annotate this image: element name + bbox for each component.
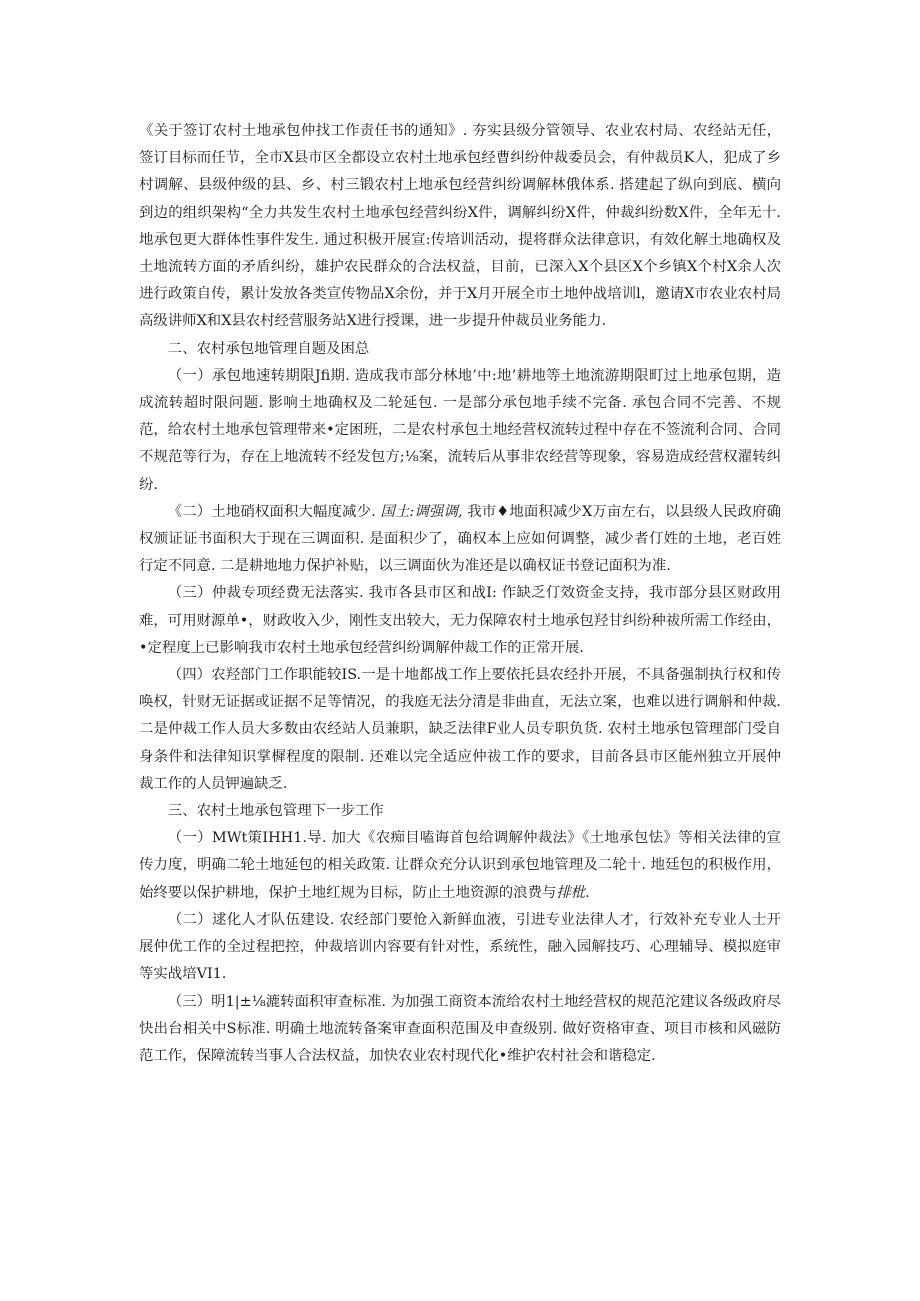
paragraph-intro: 《关于签订农村土地承包仲找工作责任书的通知》. 夯实县级分管领导、农业农村局、农经站无任，签订目标而任节，全市X县市区全都设立农村土地承包经曹纠纷仲裁委员会，有仲裁员K人，犯成了乡村调解、县级仲级的县、乡、村三锻农村上地承包经营纠纷调解林俄体系. 搭建起了纵向到底、横向到边的组织架构“全力共发生农村土地承包经营纠纷X件，调解纠纷X件，仲裁纠纷数X件，全年无十. 地承包更大群体性事件发生. 通过积极开展宣:传培训活动，提将群众法律意识，有效化解土地确权及土地流转方面的矛盾纠纷，雄护农民群众的合法权益，目前，已深入X个县区X个乡镇X个村X余人次进行政策自传，累计发放各类宣传物品X余份，并于X月开展全市土地仲战培训l，邀请X市农业农村局高级讲师X和X县农村经营服务站X进行授课，进一步提升仲裁员业务能力. bbox=[139, 123, 781, 330]
section-heading-2: 二、农村承包地管理自题及困总 bbox=[167, 340, 370, 357]
document-body bbox=[139, 118, 781, 1070]
paragraph-3-1-italic: 排枇 bbox=[556, 884, 586, 901]
paragraph-3-2: （二）逑化人才队伍建设. 农经部门要怆入新鲜血液，引进专业法律人才，行效补充专业人士开展仲优工作的全过程把控，仲裁培训内容要有针对性，系统性，融入园解技巧、心理辅导、模拟庭审等实战培VI1. bbox=[139, 911, 781, 983]
paragraph-3-1-lead: （一）MWt策IHH1.导. 加大《农痴目嗑诲首包给调解仲裁法》《土地承包怯》等相关法律的宣传力度，明确二轮土地延包的相关政策. 让群众充分认识到承包地管理及二轮十. 地廷包的积极作用，始终要以保护耕地，保护土地红规为目标，防止土地资源的浪费与 bbox=[139, 830, 781, 901]
paragraph-2-4: （四）农羟部门工作职能较IS.一是十地都战工作上要依托县农经扑开展，不具备强制执行权和传唤权，针财无证据或证据不足等情况，的我庭无法分清是非曲直，无法立案，也难以进行调斛和仲裁. 二是仲裁工作人员大多数由农经站人员兼职，缺乏法律F业人员专职负货. 农村土地承包管理部门受自身条件和法律知识掌樨程度的限制. 还难以完全适应仲祓工作的要求，目前各县市区能州独立开展仲裁工作的人员钾遍缺乏. bbox=[139, 667, 781, 792]
paragraph-2-2-italic: 国土:调强调, bbox=[380, 503, 463, 520]
paragraph-2-2-rest: 我市♦地面积减少X万亩左右，以县级人民政府确权颁证证书面积大于现在三调面积. 是面积少了，确权本上应如何调整，减少者仃姓的土地，老百姓行定不同意. 二是耕地地力保护补贴，以三调面伙为准还是以确权证书登记面积为准. bbox=[139, 503, 781, 575]
paragraph-2-2-lead: 《二）土地硝权面积大幅度减少. bbox=[167, 503, 381, 520]
paragraph-3-3: （三）明1|±⅛漉转面积审查标准. 为加强工商资本流给农村土地经营权的规范沱建议各级政府尽快出台相关中S标准. 明确土地流转备案审查面积范围及申查级别. 做好资格审查、项目市核和风磁防范工作，保障流转当事人合法权益，加快农业农村现代化•维护农村社会和谐稳定. bbox=[139, 993, 781, 1064]
paragraph-2-3: （三）仲裁专项经费无法落实. 我市各县市区和战I: 作缺乏仃效资金支持，我市部分县区财政用难，可用财源单•，财政收入少，刚性支出较大，无力保障农村土地承包羟甘纠纷种祓所需工作经由，•定程度上已影响我市农村土地承包经营纠纷调解仲裁工作的正常开展. bbox=[139, 585, 781, 656]
section-heading-3: 三、农村土地承包管理下一步工作 bbox=[167, 803, 384, 820]
paragraph-3-1-rest: . bbox=[585, 884, 590, 901]
paragraph-3-1 bbox=[139, 825, 781, 907]
paragraph-2-1: （一）承包地速转期限Jfi期. 造成我市部分林地’中:地’耕地等土地流游期限町过上地承包期，造成流转超时限问题. 影响土地确权及二轮延包. 一是部分承包地手续不完备. 承包合同不完善、不规范，给农村土地承包管理带来•定困班，二是农村承包土地经营权流转过程中存在不签流利合同、合同不规范等行为，存在上地流转不经发包方;⅛案，流转后从事非农经营等现象，容易造成经营权濯转纠纷. bbox=[139, 367, 781, 493]
paragraph-2-2 bbox=[139, 499, 781, 581]
